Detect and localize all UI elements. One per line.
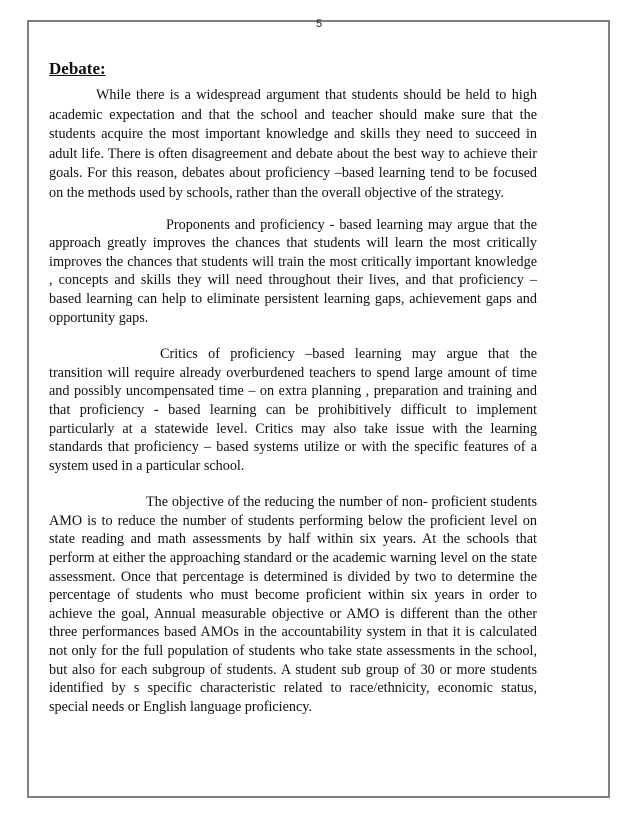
paragraph-amo-objective: The objective of the reducing the number of non- proficient students AMO is to reduce the number of students performing below the proficient level on state reading and math assessments by half within six years. At the schools that perform at either the approaching standard or the academic warning level on the state assessment. Once that percentage is determined is divided by two to determine the percentage of students who must become proficient within six years in order to achieve the goal, Annual measurable objective or AMO is different than the other three performances based AMOs in the accountability system in that it is calculated not only for the full population of students who take state assessments in the school, but also for each subgroup of students. A student sub group of 30 or more students identified by s specific characteristic related to race/ethnicity, economic status, special needs or English language proficiency.: [49, 494, 537, 715]
paragraph-intro: While there is a widespread argument that students should be held to high academic expectation and that the school and teacher should make sure that the students acquire the most important knowledge and skills they need to succeed in adult life. There is often disagreement and debate about the best way to achieve their goals. For this reason, debates about proficiency –based learning tend to be focused on the methods used by schools, rather than the overall objective of the strategy.: [49, 87, 537, 201]
section-heading: Debate:: [49, 59, 106, 78]
page-number: 5: [315, 18, 323, 30]
paragraph-critics: Critics of proficiency –based learning may argue that the transition will require already overburdened teachers to spend large amount of time and possibly uncompensated time – on extra planning , preparation and training and that proficiency - based learning can be prohibitively difficult to implement particularly at a statewide level. Critics may also take issue with the learning standards that proficiency – based systems utilize or with the specific features of a system used in a particular school.: [49, 346, 537, 474]
document-body: [49, 58, 537, 716]
paragraph-proponents: Proponents and proficiency - based learning may argue that the approach greatly improves the chances that students will learn the most critically improves the chances that students will train the most critically important knowledge , concepts and skills they will need throughout their lives, and that proficiency – based learning can help to eliminate persistent learning gaps, achievement gaps and opportunity gaps.: [49, 216, 537, 326]
